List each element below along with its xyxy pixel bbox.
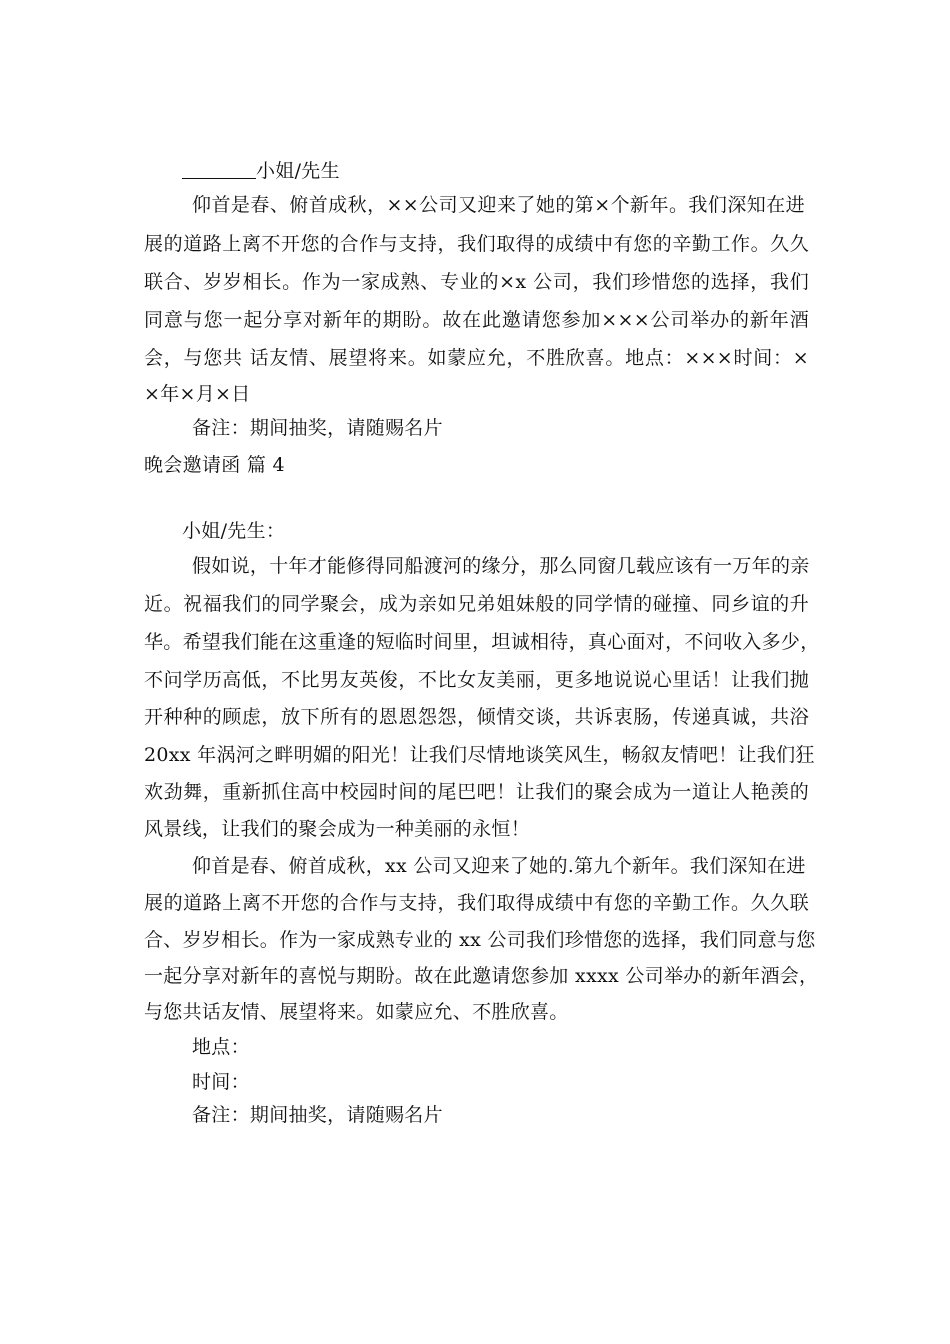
paragraph-line: 展的道路上离不开您的合作与支持，我们取得成绩中有您的辛勤工作。久久联 [144,892,809,914]
salutation-text: 小姐/先生 [256,160,340,182]
paragraph-line: 开种种的顾虑，放下所有的恩恩怨怨，倾情交谈，共诉衷肠，传递真诚，共浴 [144,706,809,728]
note-line: 备注：期间抽奖，请随赐名片 [192,417,443,439]
section-heading: 晚会邀请函 篇 4 [144,454,285,476]
paragraph-line: 华。希望我们能在这重逢的短临时间里，坦诚相待，真心面对，不问收入多少， [144,631,820,653]
paragraph-line: 联合、岁岁相长。作为一家成熟、专业的×x 公司，我们珍惜您的选择，我们 [144,271,809,293]
name-blank [182,160,256,179]
paragraph-line: 合、岁岁相长。作为一家成熟专业的 xx 公司我们珍惜您的选择，我们同意与您 [144,929,816,951]
time-label: 时间： [192,1071,250,1093]
location-label: 地点： [192,1036,250,1058]
paragraph-line: 一起分享对新年的喜悦与期盼。故在此邀请您参加 xxxx 公司举办的新年酒会， [144,965,819,987]
paragraph-line: 假如说，十年才能修得同船渡河的缘分，那么同窗几载应该有一万年的亲 [192,555,810,577]
paragraph-line: 展的道路上离不开您的合作与支持，我们取得的成绩中有您的辛勤工作。久久 [144,233,809,255]
paragraph-line: 同意与您一起分享对新年的期盼。故在此邀请您参加×××公司举办的新年酒 [144,309,809,331]
paragraph-line: 仰首是春、俯首成秋，xx 公司又迎来了她的.第九个新年。我们深知在进 [192,855,806,877]
paragraph-line: 会，与您共 话友情、展望将来。如蒙应允，不胜欣喜。地点：×××时间：× [144,347,809,369]
paragraph-line: 风景线，让我们的聚会成为一种美丽的永恒！ [144,818,531,840]
paragraph-line: 不问学历高低，不比男友英俊，不比女友美丽，更多地说说心里话！让我们抛 [144,669,809,691]
paragraph-line: 与您共话友情、展望将来。如蒙应允、不胜欣喜。 [144,1001,569,1023]
paragraph-line: ×年×月×日 [144,383,251,405]
salutation-line [182,157,847,185]
paragraph-line: 欢劲舞，重新抓住高中校园时间的尾巴吧！让我们的聚会成为一道让人艳羡的 [144,781,809,803]
paragraph-line: 近。祝福我们的同学聚会，成为亲如兄弟姐妹般的同学情的碰撞、同乡谊的升 [144,593,809,615]
paragraph-line: 20xx 年涡河之畔明媚的阳光！让我们尽情地谈笑风生，畅叙友情吧！让我们狂 [144,744,815,766]
salutation-line: 小姐/先生： [182,520,286,542]
paragraph-line: 仰首是春、俯首成秋，××公司又迎来了她的第×个新年。我们深知在进 [192,194,805,216]
note-line: 备注：期间抽奖，请随赐名片 [192,1104,443,1126]
